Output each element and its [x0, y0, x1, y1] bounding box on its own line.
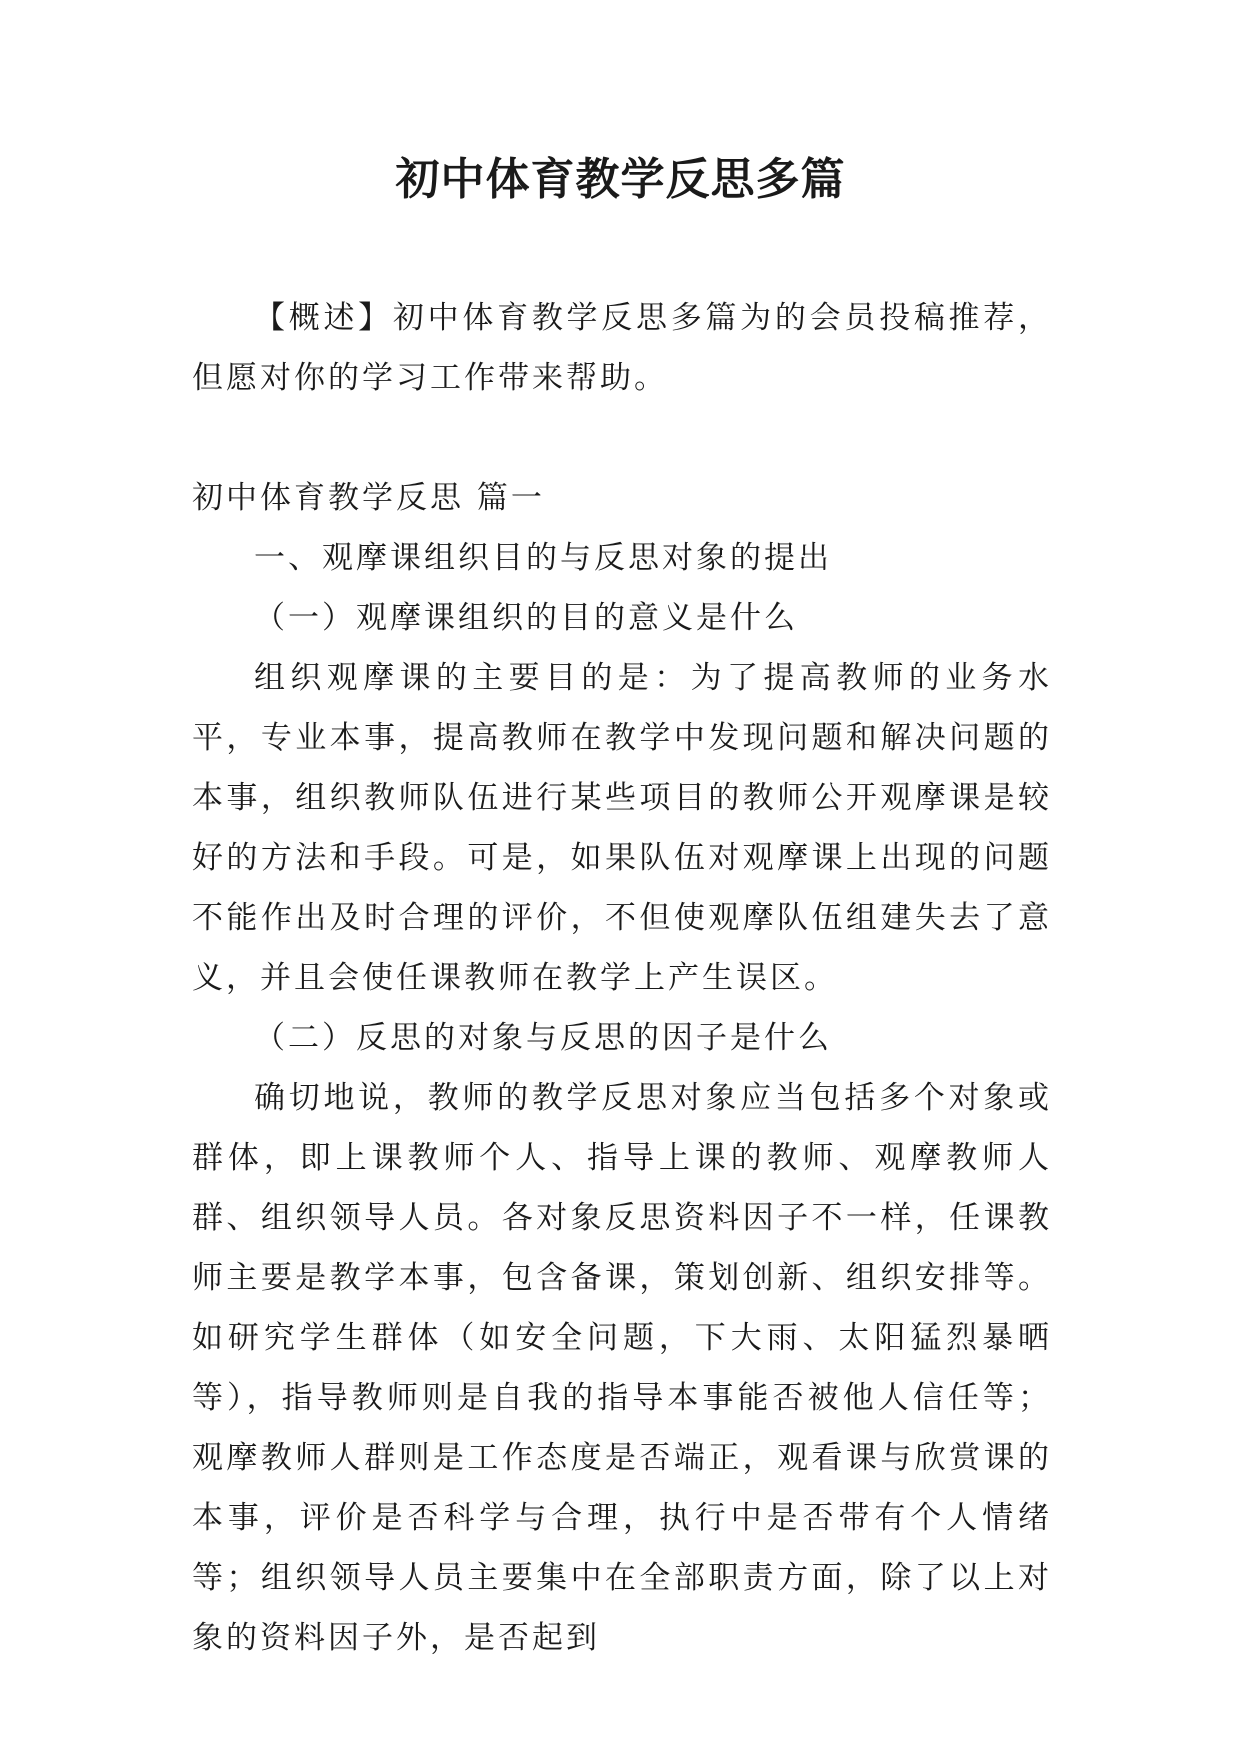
- spacer: [192, 408, 1052, 468]
- summary-paragraph: 【概述】初中体育教学反思多篇为的会员投稿推荐，但愿对你的学习工作带来帮助。: [192, 300, 1052, 396]
- body-paragraph-2: 确切地说，教师的教学反思对象应当包括多个对象或群体，即上课教师个人、指导上课的教师、观摩教师人群、组织领导人员。各对象反思资料因子不一样，任课教师主要是教学本事，包含备课，策划创新、组织安排等。如研究学生群体（如安全问题，下大雨、太阳猛烈暴晒等），指导教师则是自我的指导本事能否被他人信任等；观摩教师人群则是工作态度是否端正，观看课与欣赏课的本事，评价是否科学与合理，执行中是否带有个人情绪等；组织领导人员主要集中在全部职责方面，除了以上对象的资料因子外，是否起到: [192, 1080, 1052, 1656]
- document-title: 初中体育教学反思多篇: [395, 154, 846, 205]
- section-heading: 初中体育教学反思 篇一: [192, 480, 545, 516]
- subheading-1: （一）观摩课组织的目的意义是什么: [254, 600, 798, 636]
- heading-1: 一、观摩课组织目的与反思对象的提出: [254, 540, 832, 576]
- subheading-2: （二）反思的对象与反思的因子是什么: [254, 1020, 832, 1056]
- document-body: [192, 288, 1052, 1668]
- body-paragraph-1: 组织观摩课的主要目的是：为了提高教师的业务水平，专业本事，提高教师在教学中发现问题和解决问题的本事，组织教师队伍进行某些项目的教师公开观摩课是较好的方法和手段。可是，如果队伍对观摩课上出现的问题不能作出及时合理的评价，不但使观摩队伍组建失去了意义，并且会使任课教师在教学上产生误区。: [192, 660, 1052, 996]
